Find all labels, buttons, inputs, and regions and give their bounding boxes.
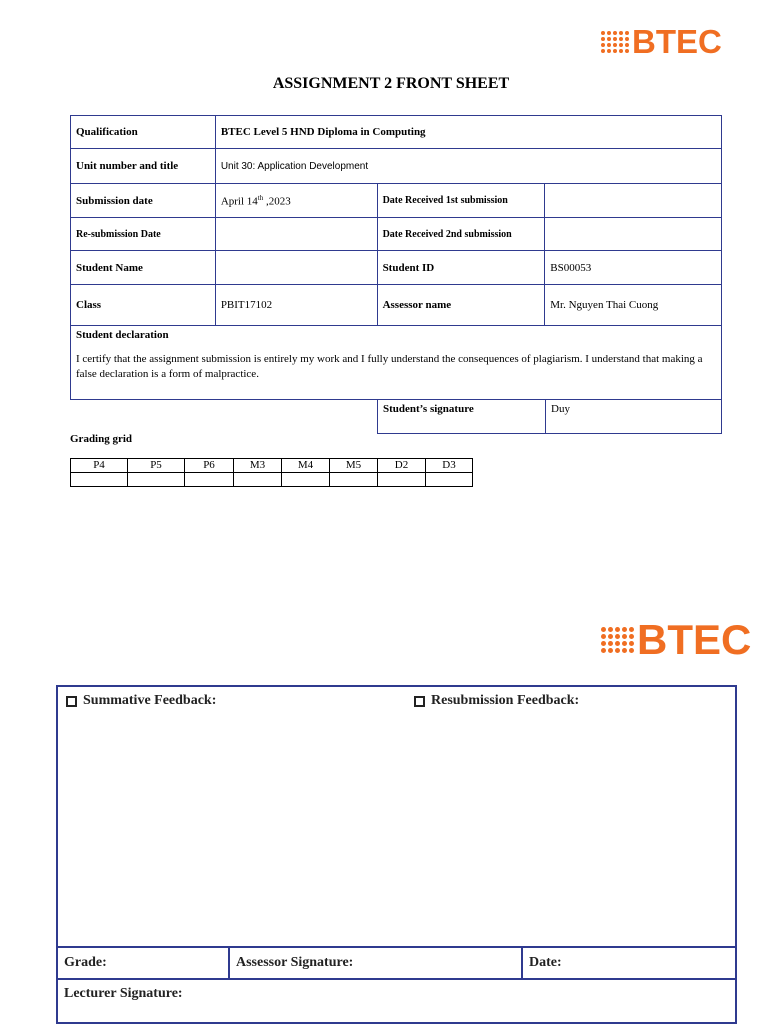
class-label: Class bbox=[71, 285, 216, 326]
unit-label: Unit number and title bbox=[71, 149, 216, 184]
qualification-value: BTEC Level 5 HND Diploma in Computing bbox=[215, 116, 721, 149]
date-received-2-label: Date Received 2nd submission bbox=[377, 218, 545, 251]
student-id-value: BS00053 bbox=[545, 251, 722, 285]
grade-header: D2 bbox=[378, 459, 426, 473]
feedback-box bbox=[56, 685, 737, 1024]
grade-cell bbox=[378, 473, 426, 487]
lecturer-signature-label: Lecturer Signature: bbox=[64, 986, 183, 1001]
grade-header: P4 bbox=[71, 459, 128, 473]
assessor-label: Assessor name bbox=[377, 285, 545, 326]
table-row bbox=[71, 149, 722, 184]
table-row bbox=[71, 251, 722, 285]
logo-dots-icon bbox=[601, 31, 629, 53]
student-name-value bbox=[215, 251, 377, 285]
table-row bbox=[378, 400, 722, 433]
date-label: Date: bbox=[529, 955, 562, 970]
grade-cell bbox=[282, 473, 330, 487]
front-sheet-table bbox=[70, 115, 722, 326]
grade-label: Grade: bbox=[64, 955, 107, 970]
grade-header: M3 bbox=[234, 459, 282, 473]
grade-signature-row bbox=[58, 946, 735, 980]
checkbox-icon[interactable] bbox=[414, 696, 425, 707]
grading-grid-label: Grading grid bbox=[70, 433, 133, 445]
page-title: ASSIGNMENT 2 FRONT SHEET bbox=[272, 75, 510, 92]
grade-header: P5 bbox=[128, 459, 185, 473]
date-received-1-value bbox=[545, 184, 722, 218]
grading-grid bbox=[70, 458, 473, 487]
signature-table bbox=[377, 400, 722, 434]
logo-dots-icon bbox=[601, 627, 634, 653]
logo-text: BTEC bbox=[637, 616, 752, 663]
grading-value-row bbox=[71, 473, 473, 487]
student-id-label: Student ID bbox=[377, 251, 545, 285]
grade-header: M4 bbox=[282, 459, 330, 473]
resubmission-feedback-heading: Resubmission Feedback: bbox=[414, 693, 579, 709]
summative-feedback-heading: Summative Feedback: bbox=[66, 693, 216, 709]
student-name-label: Student Name bbox=[71, 251, 216, 285]
submission-date-value: April 14th ,2023 bbox=[215, 184, 377, 218]
table-row bbox=[71, 285, 722, 326]
logo-text: BTEC bbox=[632, 23, 722, 60]
assessor-value: Mr. Nguyen Thai Cuong bbox=[545, 285, 722, 326]
class-value: PBIT17102 bbox=[215, 285, 377, 326]
grade-cell bbox=[128, 473, 185, 487]
table-row bbox=[71, 218, 722, 251]
qualification-label: Qualification bbox=[71, 116, 216, 149]
resubmission-date-label: Re-submission Date bbox=[71, 218, 216, 251]
grading-header-row bbox=[71, 459, 473, 473]
student-declaration bbox=[70, 325, 722, 400]
grade-cell bbox=[426, 473, 473, 487]
unit-value: Unit 30: Application Development bbox=[215, 149, 721, 184]
checkbox-icon[interactable] bbox=[66, 696, 77, 707]
signature-label: Student’s signature bbox=[378, 400, 546, 433]
btec-logo bbox=[601, 614, 751, 666]
table-row bbox=[71, 116, 722, 149]
submission-date-label: Submission date bbox=[71, 184, 216, 218]
grade-cell bbox=[234, 473, 282, 487]
table-row bbox=[71, 184, 722, 218]
grade-header: D3 bbox=[426, 459, 473, 473]
grade-cell bbox=[330, 473, 378, 487]
declaration-heading: Student declaration bbox=[76, 329, 169, 341]
btec-logo bbox=[601, 22, 722, 62]
grade-header: P6 bbox=[185, 459, 234, 473]
date-received-1-label: Date Received 1st submission bbox=[377, 184, 545, 218]
declaration-text: I certify that the assignment submission is entirely my work and I fully understand the consequences of plagiarism. I understand that making a false declaration is a form of malpractice. bbox=[76, 353, 703, 380]
date-received-2-value bbox=[545, 218, 722, 251]
grade-header: M5 bbox=[330, 459, 378, 473]
signature-value: Duy bbox=[546, 400, 722, 433]
grade-cell bbox=[71, 473, 128, 487]
assessor-signature-label: Assessor Signature: bbox=[236, 955, 354, 970]
resubmission-date-value bbox=[215, 218, 377, 251]
grade-cell bbox=[185, 473, 234, 487]
